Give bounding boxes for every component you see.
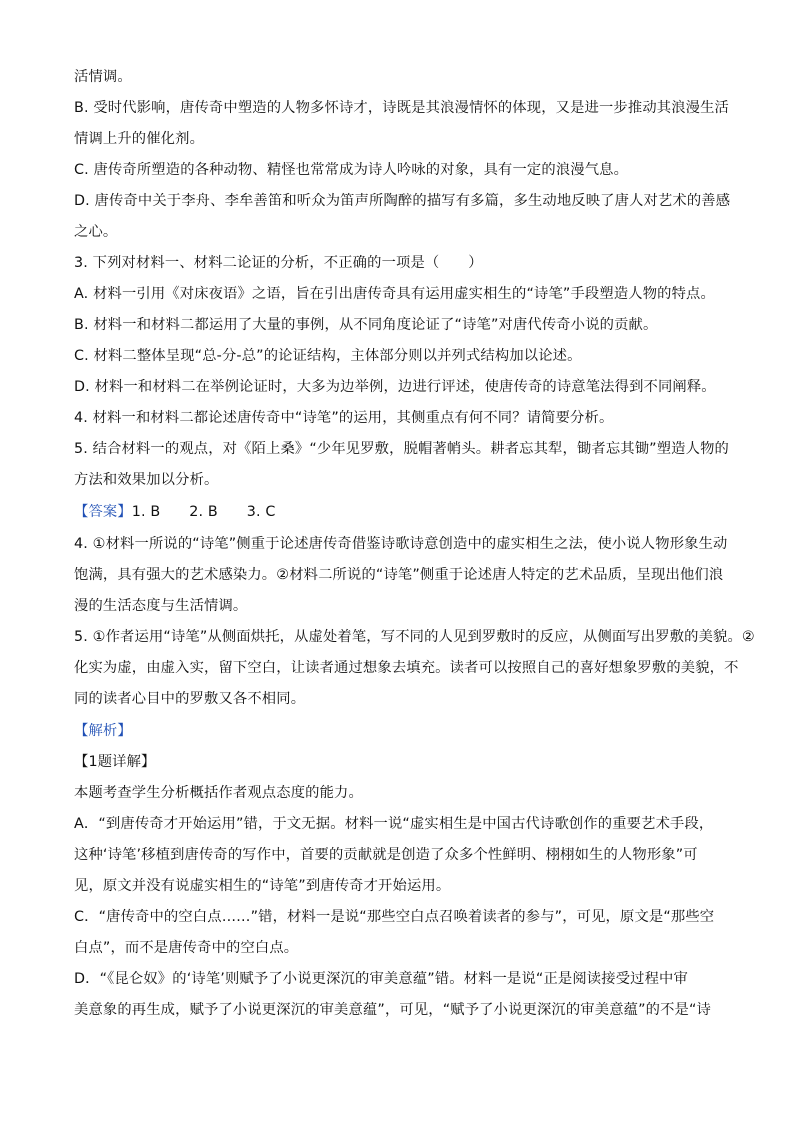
text-line: C．“唐传奇中的空白点……”错，材料一是说“那些空白点召唤着读者的参与”，可见，原文是“那些空 <box>74 909 715 925</box>
text-line: 这种‘诗笔’移植到唐传奇的写作中，首要的贡献就是创造了众多个性鲜明、栩栩如生的人物形象”可 <box>74 847 698 863</box>
text-line: 之心。 <box>74 224 118 240</box>
text-line: 本题考查学生分析概括作者观点态度的能力。 <box>74 785 363 801</box>
question-5: 5. 结合材料一的观点，对《陌上桑》“少年见罗敷，脱帽著帩头。耕者忘其犁，锄者忘其锄”塑造人物的 <box>74 441 729 457</box>
text-line: 白点”，而不是唐传奇中的空白点。 <box>74 940 299 956</box>
text-line: B. 材料一和材料二都运用了大量的事例，从不同角度论证了“诗笔”对唐代传奇小说的贡献。 <box>74 317 658 333</box>
section-heading: 【1题详解】 <box>74 754 156 770</box>
analysis-heading: 【解析】 <box>74 723 132 739</box>
text-line: 同的读者心目中的罗敷又各不相同。 <box>74 691 306 707</box>
text-line: C. 唐传奇所塑造的各种动物、精怪也常常成为诗人吟咏的对象，具有一定的浪漫气息。 <box>74 162 629 178</box>
text-line: D. 材料一和材料二在举例论证时，大多为边举例，边进行评述，使唐传奇的诗意笔法得到不同阐释。 <box>74 379 716 395</box>
text-line: 化实为虚，由虚入实，留下空白，让读者通过想象去填充。读者可以按照自己的喜好想象罗敷的美貌，不 <box>74 660 739 676</box>
text-line: D．“《昆仑奴》的‘诗笔’则赋予了小说更深沉的审美意蕴”错。材料一是说“正是阅读接受过程中审 <box>74 971 688 987</box>
text-line: 活情调。 <box>74 69 132 85</box>
text-line: 漫的生活态度与生活情调。 <box>74 598 248 614</box>
answer-heading: 【答案】 <box>74 504 132 520</box>
text-line: 5. ①作者运用“诗笔”从侧面烘托，从虚处着笔，写不同的人见到罗敷时的反应，从侧面写出罗敷的美貌。② <box>74 629 755 645</box>
text-line: 情调上升的催化剂。 <box>74 131 205 147</box>
answer-line <box>74 502 276 522</box>
text-line: A. 材料一引用《对床夜语》之语，旨在引出唐传奇具有运用虚实相生的“诗笔”手段塑造人物的特点。 <box>74 286 715 302</box>
text-line: B. 受时代影响，唐传奇中塑造的人物多怀诗才，诗既是其浪漫情怀的体现，又是进一步推动其浪漫生活 <box>74 100 730 116</box>
text-line: A．“到唐传奇才开始运用”错，于文无据。材料一说“虚实相生是中国古代诗歌创作的重要艺术手段， <box>74 816 714 832</box>
text-line: 美意象的再生成，赋予了小说更深沉的审美意蕴”，可见，“赋予了小说更深沉的审美意蕴”的不是“诗 <box>74 1002 711 1018</box>
answer-choices: 1. B 2. B 3. C <box>131 504 276 520</box>
question-3: 3. 下列对材料一、材料二论证的分析，不正确的一项是（ ） <box>74 255 483 271</box>
text-line: C. 材料二整体呈现“总-分-总”的论证结构，主体部分则以并列式结构加以论述。 <box>74 348 582 364</box>
text-line: D. 唐传奇中关于李舟、李牟善笛和听众为笛声所陶醉的描写有多篇，多生动地反映了唐人对艺术的善感 <box>74 193 731 209</box>
text-line: 方法和效果加以分析。 <box>74 472 219 488</box>
text-line: 饱满，具有强大的艺术感染力。②材料二所说的“诗笔”侧重于论述唐人特定的艺术品质，呈现出他们浪 <box>74 567 724 583</box>
question-4: 4. 材料一和材料二都论述唐传奇中“诗笔”的运用，其侧重点有何不同？请简要分析。 <box>74 410 614 426</box>
text-line: 见，原文并没有说虚实相生的“诗笔”到唐传奇才开始运用。 <box>74 878 451 894</box>
text-line: 4. ①材料一所说的“诗笔”侧重于论述唐传奇借鉴诗歌诗意创造中的虚实相生之法，使小说人物形象生动 <box>74 536 728 552</box>
